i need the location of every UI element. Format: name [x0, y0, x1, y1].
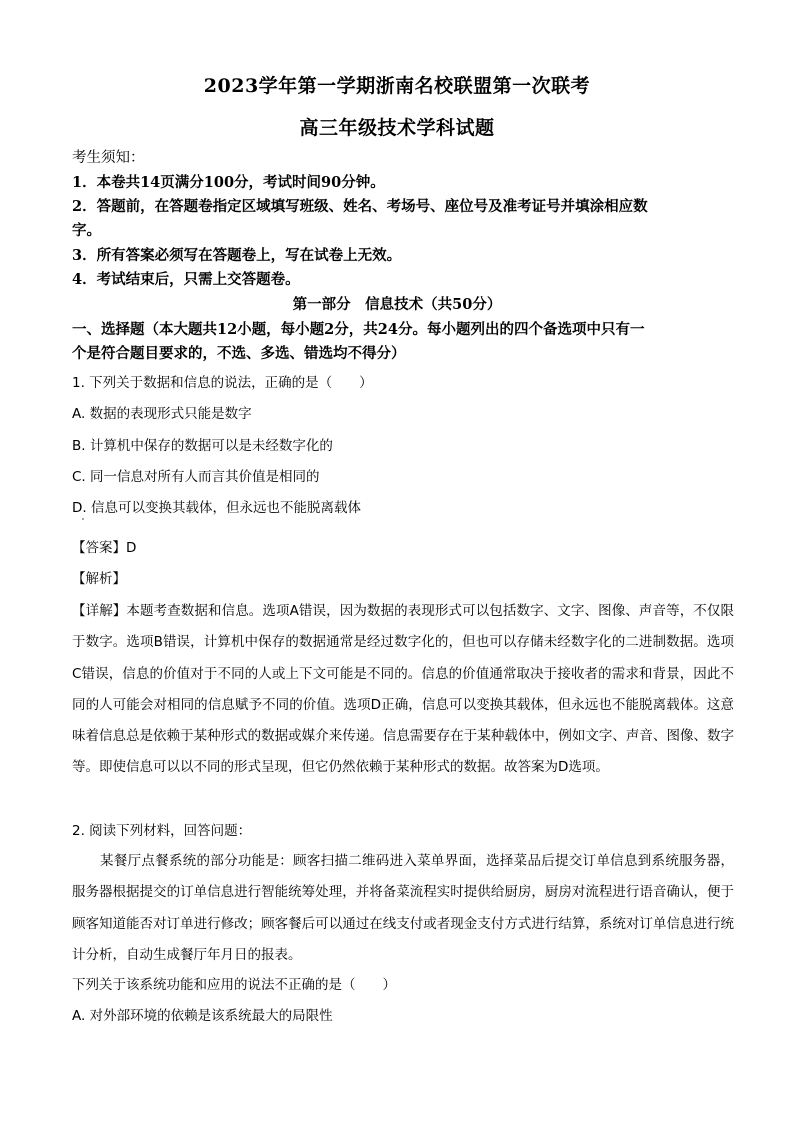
instructions-heading: 考生须知： — [72, 150, 145, 166]
question1-analysis-label: 【解析】 — [72, 571, 126, 587]
exam-subtitle: 高三年级技术学科试题 — [299, 117, 495, 139]
question1-option-a: A. 数据的表现形式只能是数字 — [72, 406, 252, 422]
question1-option-d: D. 信息可以变换其载体，但永远也不能脱离载体 — [72, 500, 361, 516]
section-heading-line2: 个是符合题目要求的，不选、多选、错选均不得分） — [72, 345, 406, 362]
instruction-item-1: 1．本卷共14页满分100分，考试时间90分钟。 — [72, 174, 385, 191]
instruction-item-2: 2．答题前，在答题卷指定区域填写班级、姓名、考场号、座位号及准考证号并填涂相应数 — [72, 198, 648, 215]
question2-question: 下列关于该系统功能和应用的说法不正确的是（ ） — [72, 977, 396, 993]
exam-title: 2023学年第一学期浙南名校联盟第一次联考 — [203, 75, 591, 97]
question1-option-c: C. 同一信息对所有人而言其价值是相同的 — [72, 469, 320, 485]
question2-stem: 2. 阅读下列材料，回答问题： — [72, 823, 252, 839]
question1-option-b: B. 计算机中保存的数据可以是未经数字化的 — [72, 438, 333, 454]
stray-dot — [82, 518, 84, 520]
section-heading-line1: 一、选择题（本大题共12小题，每小题2分，共24分。每小题列出的四个备选项中只有一 — [72, 321, 645, 338]
part-heading: 第一部分 信息技术（共50分） — [292, 296, 502, 313]
instruction-item-3: 3．所有答案必须写在答题卷上，写在试卷上无效。 — [72, 247, 402, 264]
question1-answer: 【答案】D — [72, 540, 137, 556]
question1-stem: 1. 下列关于数据和信息的说法，正确的是（ ） — [72, 375, 373, 391]
instruction-item-2-cont: 字。 — [72, 222, 101, 239]
question1-detail: 【详解】本题考查数据和信息。选项A错误，因为数据的表现形式可以包括数字、文字、图像、声音等，不仅限于数字。选项B错误，计算机中保存的数据通常是经过数字化的，但也可以存储未经数字化的二进制数据。选项C错误，信息的价值对于不同的人或上下文可能是不同的。信息的价值通常取决于接收者的需求和背景，因此不同的人可能会对相同的信息赋予不同的价值。选项D正确，信息可以变换其载体，但永远也不能脱离载体。这意味着信息总是依赖于某种形式的数据或媒介来传递。信息需要存在于某种载体中，例如文字、声音、图像、数字等。即使信息可以以不同的形式呈现，但它仍然依赖于某种形式的数据。故答案为D选项。 — [72, 603, 734, 776]
question2-option-a: A. 对外部环境的依赖是该系统最大的局限性 — [72, 1008, 333, 1024]
question2-material: 某餐厅点餐系统的部分功能是：顾客扫描二维码进入菜单界面，选择菜品后提交订单信息到系统服务器，服务器根据提交的订单信息进行智能统筹处理，并将备菜流程实时提供给厨房，厨房对流程进行语音确认，便于顾客知道能否对订单进行修改；顾客餐后可以通过在线支付或者现金支付方式进行结算，系统对订单信息进行统计分析，自动生成餐厅年月日的报表。 — [72, 853, 734, 963]
instruction-item-4: 4．考试结束后，只需上交答题卷。 — [72, 271, 300, 288]
